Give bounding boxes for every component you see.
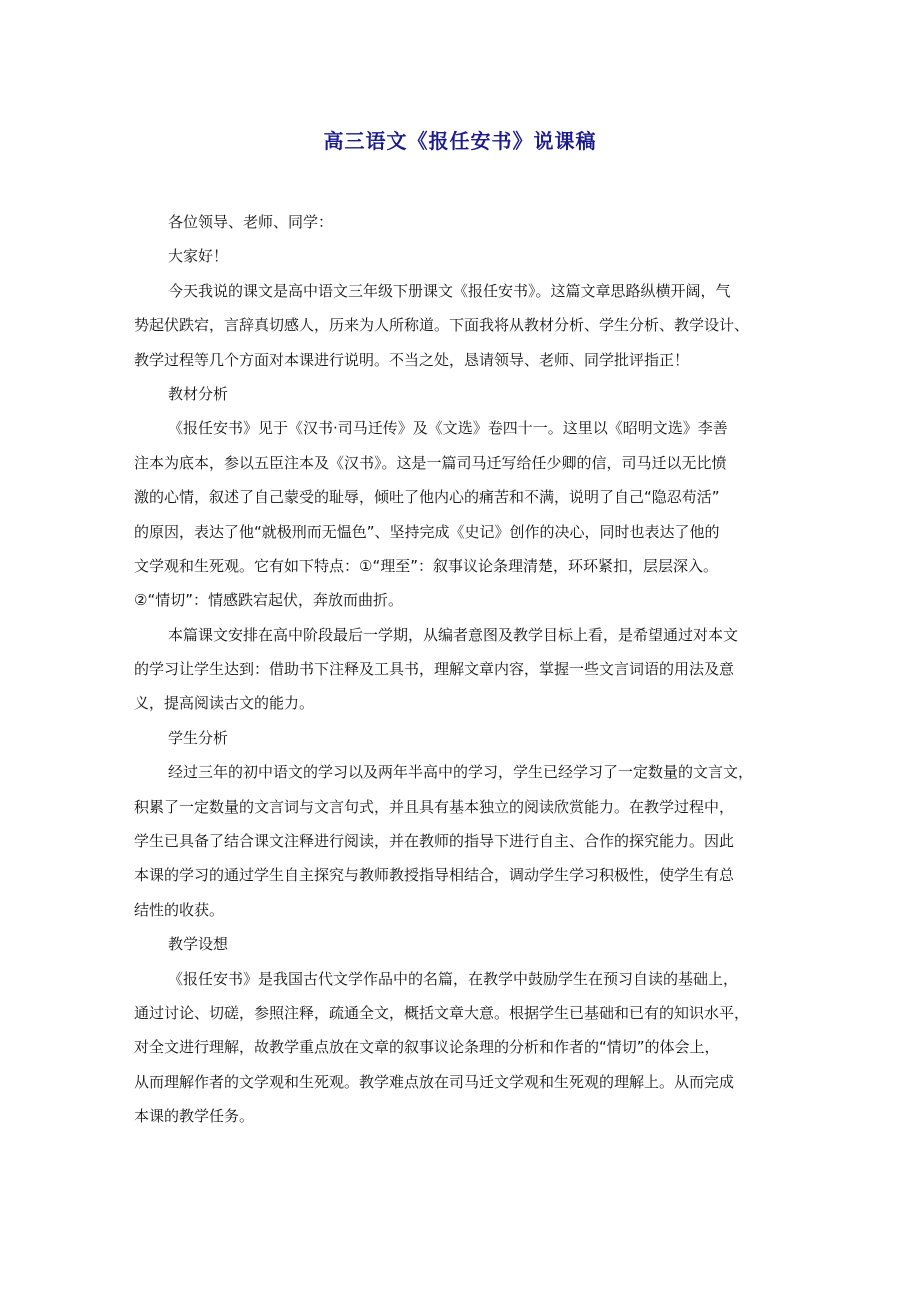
text-line: 各位领导、老师、同学： xyxy=(168,213,334,231)
text-line: 从而理解作者的文学观和生死观。教学难点放在司马迁文学观和生死观的理解上。从而完成 xyxy=(134,1072,735,1091)
text-line: 的学习让学生达到：借助书下注释及工具书，理解文章内容，掌握一些文言词语的用法及意 xyxy=(134,660,735,679)
text-line: 文学观和生死观。它有如下特点：①“理至”：叙事议论条理清楚，环环紧扣，层层深入。 xyxy=(134,556,718,575)
text-line: 激的心情，叙述了自己蒙受的耻辱，倾吐了他内心的痛苦和不满，说明了自己“隐忍苟活” xyxy=(134,488,720,507)
document-title: 高三语文《报任安书》说课稿 xyxy=(323,129,597,153)
text-line: ②“情切”：情感跌宕起伏，奔放而曲折。 xyxy=(134,591,403,610)
text-line: 结性的收获。 xyxy=(134,900,225,919)
text-line: 教学设想 xyxy=(168,935,229,954)
text-line: 势起伏跌宕，言辞真切感人，历来为人所称道。下面我将从教材分析、学生分析、教学设计、 xyxy=(134,316,750,335)
text-line: 义，提高阅读古文的能力。 xyxy=(134,694,315,713)
text-line: 《报任安书》是我国古代文学作品中的名篇，在教学中鼓励学生在预习自读的基础上， xyxy=(168,969,739,988)
text-line: 《报任安书》见于《汉书·司马迁传》及《文选》卷四十一。这里以《昭明文选》李善 xyxy=(168,419,728,438)
text-line: 大家好！ xyxy=(168,247,229,266)
text-line: 积累了一定数量的文言词与文言句式，并且具有基本独立的阅读欣赏能力。在教学过程中， xyxy=(134,797,735,816)
text-line: 教学过程等几个方面对本课进行说明。不当之处，恳请领导、老师、同学批评指正！ xyxy=(134,350,690,369)
text-line: 本课的学习的通过学生自主探究与教师教授指导相结合，调动学生学习积极性，使学生有总 xyxy=(134,866,735,885)
text-line: 学生分析 xyxy=(168,728,229,747)
document-body xyxy=(134,205,796,1134)
text-line: 注本为底本，参以五臣注本及《汉书》。这是一篇司马迁写给任少卿的信，司马迁以无比愤 xyxy=(134,453,727,472)
text-line: 教材分析 xyxy=(168,384,229,403)
text-line: 的原因，表达了他“就极刑而无愠色”、坚持完成《史记》创作的决心，同时也表达了他的 xyxy=(134,522,720,541)
text-line: 经过三年的初中语文的学习以及两年半高中的学习，学生已经学习了一定数量的文言文， xyxy=(168,763,754,782)
text-line: 本课的教学任务。 xyxy=(134,1107,255,1126)
text-line: 通过讨论、切磋，参照注释，疏通全文，概括文章大意。根据学生已基础和已有的知识水平， xyxy=(134,1003,750,1022)
text-line: 今天我说的课文是高中语文三年级下册课文《报任安书》。这篇文章思路纵横开阔，气 xyxy=(168,281,731,300)
text-line: 本篇课文安排在高中阶段最后一学期，从编者意图及教学目标上看，是希望通过对本文 xyxy=(168,625,739,644)
text-line: 对全文进行理解，故教学重点放在文章的叙事议论条理的分析和作者的“情切”的体会上， xyxy=(134,1038,720,1057)
text-line: 学生已具备了结合课文注释进行阅读，并在教师的指导下进行自主、合作的探究能力。因此 xyxy=(134,832,735,851)
